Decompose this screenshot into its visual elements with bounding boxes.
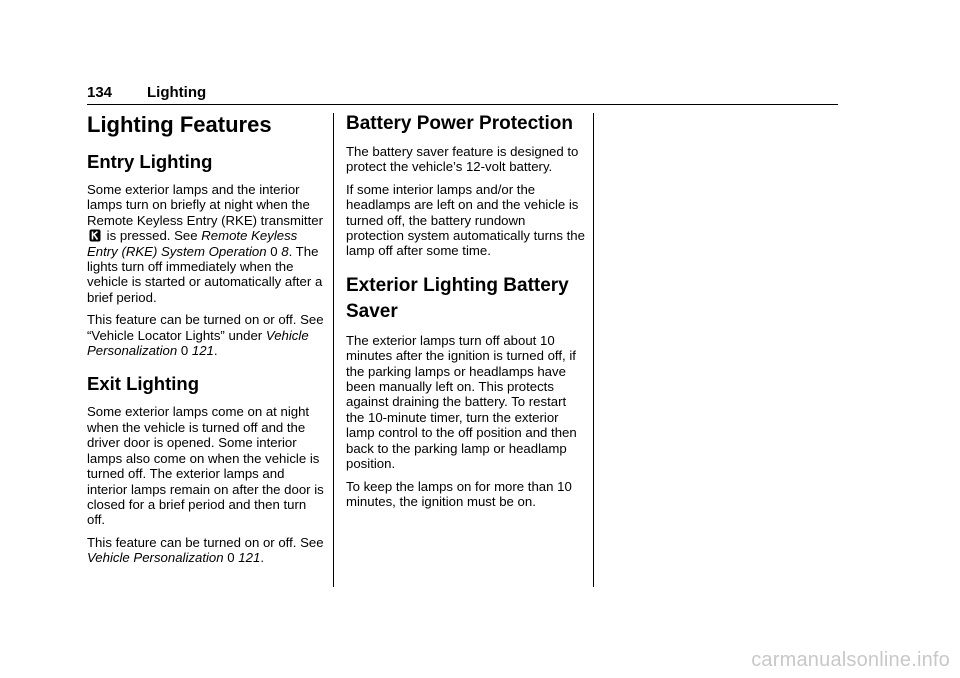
column-middle <box>346 112 586 516</box>
exterior-battery-saver-paragraph: The exterior lamps turn off about 10 minutes after the ignition is turned off, if the parking lamps or headlamps have been manually left on. This protects against draining the battery. To restart the 10-minute timer, turn the exterior lamp control to the off position and then back to the parking lamp or headlamp position. <box>346 332 577 472</box>
exterior-battery-saver-paragraph-2: To keep the lamps on for more than 10 minutes, the ignition must be on. <box>346 478 572 509</box>
page-number: 134 <box>87 84 113 101</box>
page-title: Lighting Features <box>87 112 272 137</box>
cross-reference-link[interactable]: Vehicle Personalization 0 121 <box>87 327 309 359</box>
page-header <box>87 84 838 105</box>
column-divider <box>333 113 334 587</box>
unlock-key-icon <box>89 229 101 242</box>
entry-lighting-paragraph-2: This feature can be turned on or off. See “Vehicle Locator Lights” under Vehicle Personalization 0 121. <box>87 312 324 359</box>
cross-reference-link[interactable]: Remote Keyless Entry (RKE) System Operation 0 8 <box>87 228 298 259</box>
watermark: carmanualsonline.info <box>751 649 950 671</box>
column-left <box>87 112 327 573</box>
battery-protection-paragraph-2: If some interior lamps and/or the headlamps are left on and the vehicle is turned off, the battery rundown protection system automatically turns the lamp off after some time. <box>346 181 585 259</box>
page-arrow-icon: 0 <box>180 343 189 359</box>
exit-lighting-heading: Exit Lighting <box>87 373 200 395</box>
page-arrow-icon: 0 <box>227 550 235 566</box>
entry-lighting-paragraph: Some exterior lamps and the interior lamps turn on briefly at night when the Remote Keyless Entry (RKE) transmitter is pressed. See Remote Keyless Entry (RKE) System Operation 0 8. The lights turn off immediately when the vehicle is started or automatically after a brief period. <box>87 182 323 305</box>
section-title: Lighting <box>147 84 207 101</box>
exit-lighting-paragraph: Some exterior lamps come on at night when the vehicle is turned off and the driver door is opened. Some interior lamps also come on when the vehicle is turned off. The exterior lamps and interior lamps remain on after the door is closed for a brief period and then turn off. <box>87 404 324 528</box>
entry-lighting-heading: Entry Lighting <box>87 151 213 172</box>
exterior-battery-saver-heading: Exterior Lighting Battery Saver <box>346 274 569 322</box>
battery-protection-heading: Battery Power Protection <box>346 113 573 134</box>
page-arrow-icon: 0 <box>270 243 278 259</box>
battery-protection-paragraph: The battery saver feature is designed to protect the vehicle’s 12-volt battery. <box>346 144 579 175</box>
column-divider <box>593 113 594 587</box>
cross-reference-link[interactable]: Vehicle Personalization 0 121 <box>87 550 261 566</box>
exit-lighting-paragraph-2: This feature can be turned on or off. See Vehicle Personalization 0 121. <box>87 534 324 566</box>
